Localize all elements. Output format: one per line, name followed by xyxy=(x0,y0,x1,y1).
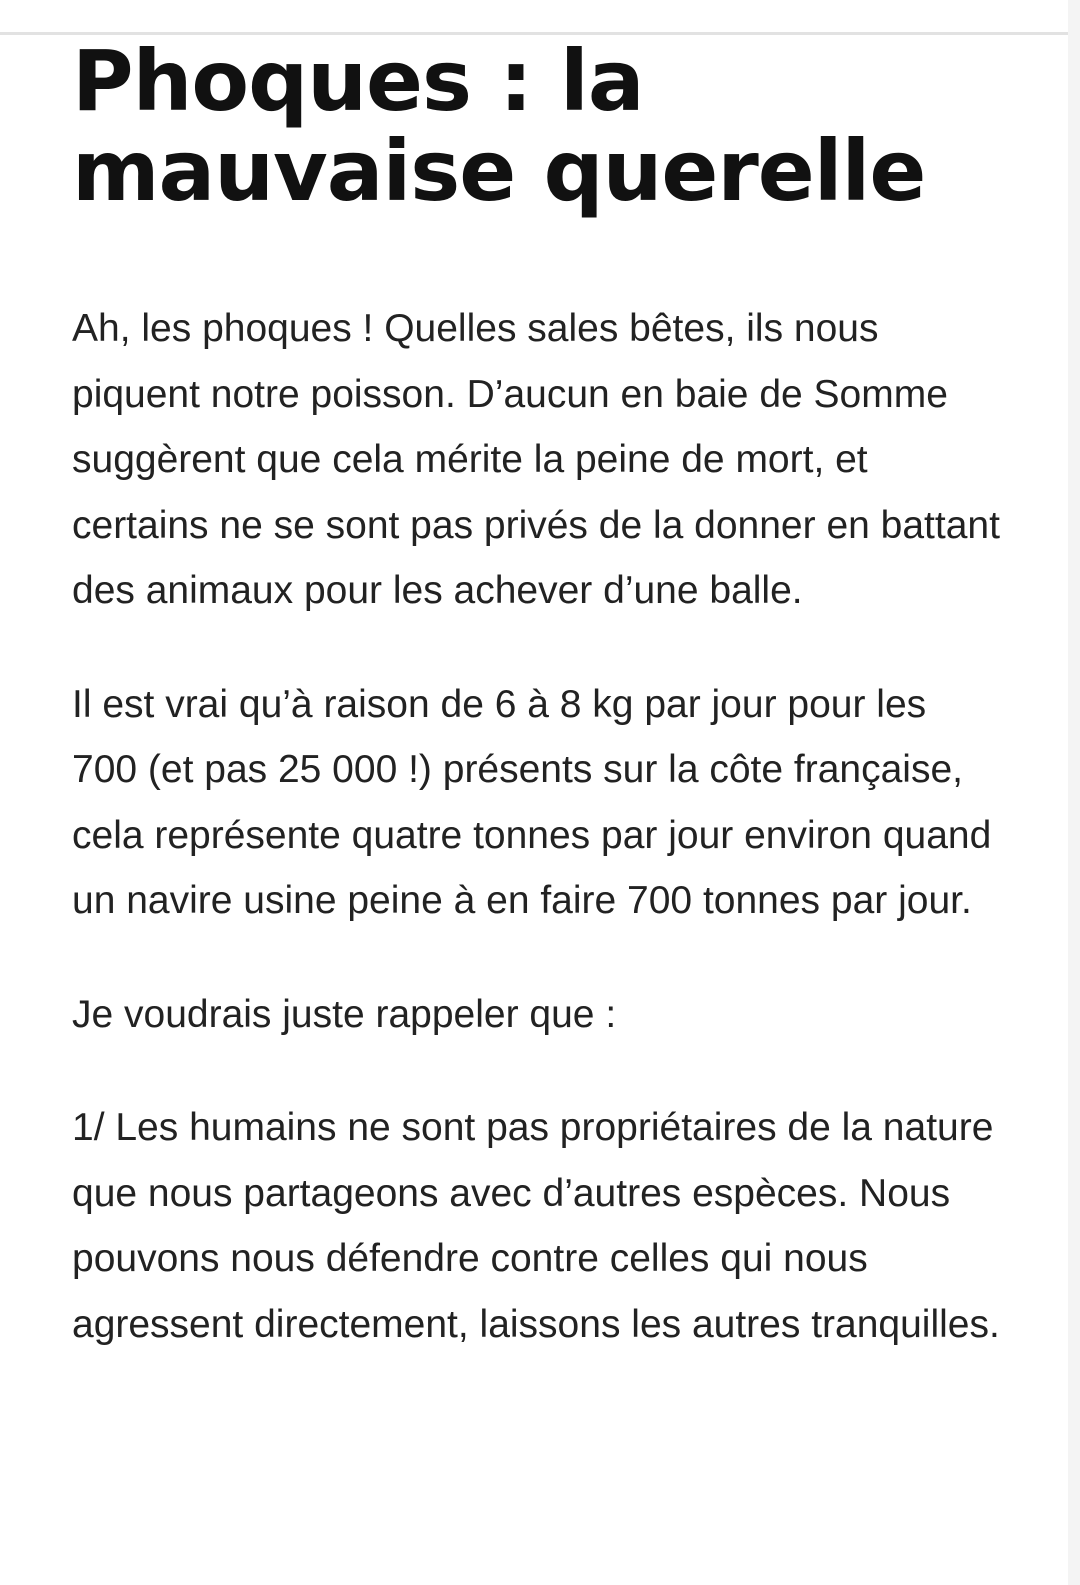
article-title xyxy=(72,32,1002,220)
paragraph-1: Ah, les phoques ! Quelles sales bêtes, ils nous piquent notre poisson. D’aucun en baie de Somme suggèrent que cela mérite la peine de mort, et certains ne se sont pas privés de la donner en battant des animaux pour les achever d’une balle. xyxy=(72,307,1000,612)
scroll-edge xyxy=(1068,0,1080,1585)
paragraph-2: Il est vrai qu’à raison de 6 à 8 kg par jour pour les 700 (et pas 25 000 !) présents sur la côte française, cela représente quatre tonnes par jour environ quand un navire usine peine à en faire 700 tonnes par jour. xyxy=(72,682,992,922)
paragraph-4: 1/ Les humains ne sont pas propriétaires de la nature que nous partageons avec d’autres espèces. Nous pouvons nous défendre contre celles qui nous agressent directement, laissons les autres tranquilles. xyxy=(72,1106,1000,1346)
article xyxy=(72,32,1002,1405)
paragraph-3: Je voudrais juste rappeler que : xyxy=(72,992,617,1036)
title-line-1: Phoques : la xyxy=(72,32,644,130)
article-body xyxy=(72,296,1002,1357)
title-line-2: mauvaise querelle xyxy=(72,122,926,220)
